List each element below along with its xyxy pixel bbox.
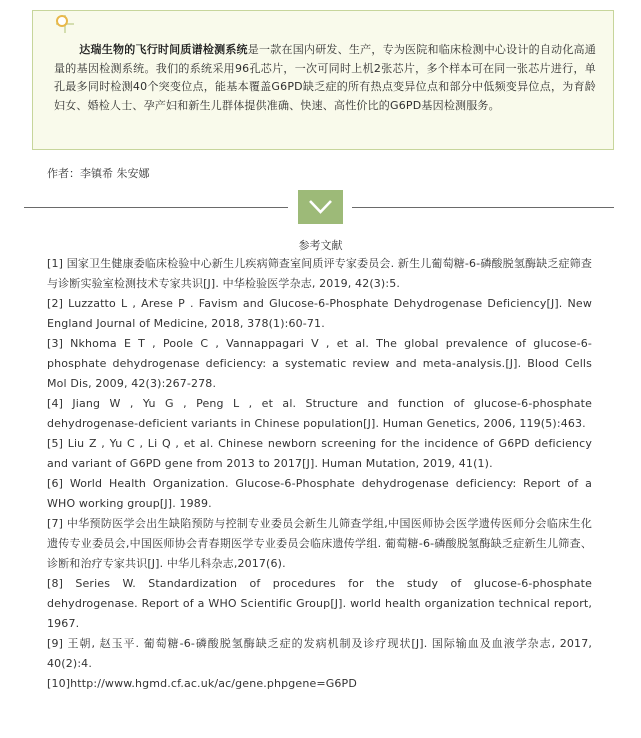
reference-item: [6] World Health Organization. Glucose-6-Phosphate dehydrogenase deficiency: Report of a WHO working group[J]. 1989. bbox=[47, 477, 592, 510]
divider-left bbox=[24, 207, 288, 208]
reference-item: [9] 王朝, 赵玉平. 葡萄糖-6-磷酸脱氢酶缺乏症的发病机制及诊疗现状[J]. 国际输血及血液学杂志, 2017, 40(2):4. bbox=[47, 637, 592, 670]
circle-corner-icon bbox=[55, 14, 75, 34]
reference-item: [2] Luzzatto L , Arese P . Favism and Glucose-6-Phosphate Dehydrogenase Deficiency[J]. New England Journal of Medicine, 2018, 378(1):60-71. bbox=[47, 297, 592, 330]
authors: 作者：李镇希 朱安娜 bbox=[47, 167, 150, 180]
reference-link[interactable]: [10]http://www.hgmd.cf.ac.uk/ac/gene.phpgene=G6PD bbox=[47, 677, 357, 690]
divider-badge bbox=[298, 190, 343, 224]
reference-list bbox=[47, 254, 592, 694]
intro-paragraph bbox=[54, 41, 596, 115]
brand-name: 达瑞生物的飞行时间质谱检测系统 bbox=[79, 43, 248, 56]
reference-item: [8] Series W. Standardization of procedures for the study of glucose-6-phosphate dehydrogenase. Report of a WHO Scientific Group[J]. world health organization technical report, 1967. bbox=[47, 577, 592, 630]
intro-text: 是一款在国内研发、生产，专为医院和临床检测中心设计的自动化高通量的基因检测系统。我们的系统采用96孔芯片，一次可同时上机2张芯片，多个样本可在同一张芯片进行，单孔最多同时检测40个突变位点，能基本覆盖G6PD缺乏症的所有热点变异位点和部分中低频变异位点，为育龄妇女、婚检人士、孕产妇和新生儿群体提供准确、快速、高性价比的G6PD基因检测服务。 bbox=[54, 43, 596, 112]
chevron-down-icon bbox=[308, 199, 333, 215]
reference-item: [5] Liu Z , Yu C , Li Q , et al. Chinese newborn screening for the incidence of G6PD deficiency and variant of G6PD gene from 2013 to 2017[J]. Human Mutation, 2019, 41(1). bbox=[47, 437, 592, 470]
reference-item: [3] Nkhoma E T , Poole C , Vannappagari V , et al. The global prevalence of glucose-6-phosphate dehydrogenase deficiency: a systematic review and meta-analysis.[J]. Blood Cells Mol Dis, 2009, 42(3):267-278. bbox=[47, 337, 592, 390]
reference-item: [1] 国家卫生健康委临床检验中心新生儿疾病筛查室间质评专家委员会. 新生儿葡萄糖-6-磷酸脱氢酶缺乏症筛查与诊断实验室检测技术专家共识[J]. 中华检验医学杂志, 2019, 42(3):5. bbox=[47, 257, 592, 290]
references-heading: 参考文献 bbox=[298, 239, 343, 252]
intro-box bbox=[32, 10, 614, 150]
reference-item: [7] 中华预防医学会出生缺陷预防与控制专业委员会新生儿筛查学组,中国医师协会医学遗传医师分会临床生化遗传专业委员会,中国医师协会青春期医学专业委员会临床遗传学组. 葡萄糖-6-磷酸脱氢酶缺乏症新生儿筛查、诊断和治疗专家共识[J]. 中华儿科杂志,2017(6). bbox=[47, 517, 592, 570]
reference-item: [4] Jiang W , Yu G , Peng L , et al. Structure and function of glucose-6-phosphate dehydrogenase-deficient variants in Chinese population[J]. Human Genetics, 2006, 119(5):463. bbox=[47, 397, 592, 430]
divider-right bbox=[352, 207, 614, 208]
